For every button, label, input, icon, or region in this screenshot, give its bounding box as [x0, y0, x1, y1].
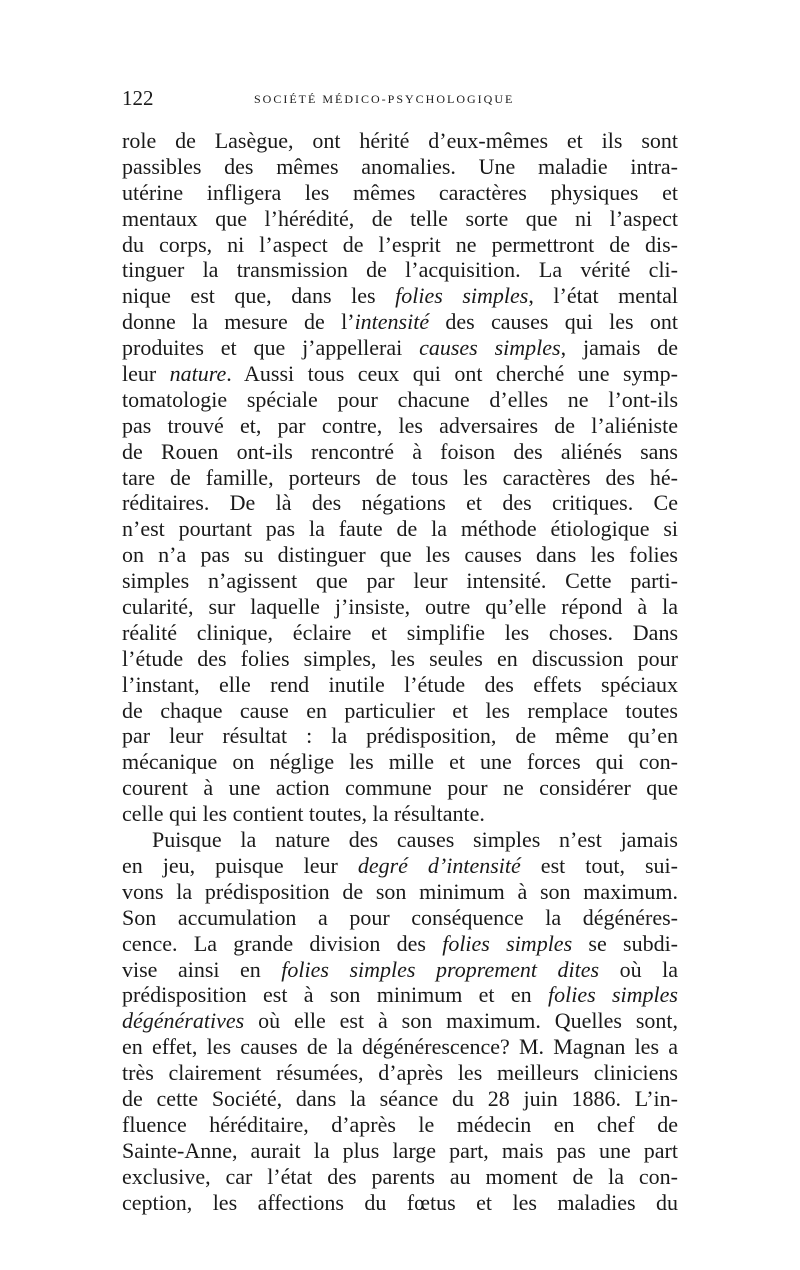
text-line — [122, 905, 678, 931]
text-segment: nique est que, dans les — [122, 283, 396, 309]
text-line — [122, 387, 678, 413]
text-line — [122, 1112, 678, 1138]
text-segment: , jamais de — [560, 335, 679, 361]
text-segment: simples n’agissent que par leur intensité. Cette parti- — [122, 568, 678, 594]
text-line — [122, 1034, 678, 1060]
italic-segment: folies simples — [395, 283, 529, 309]
text-line — [122, 853, 678, 879]
text-segment: role de Lasègue, ont hérité d’eux-mêmes et ils sont — [122, 128, 678, 153]
text-line — [122, 335, 678, 361]
text-line — [122, 257, 678, 283]
text-segment: passibles des mêmes anomalies. Une maladie intra- — [122, 153, 678, 179]
text-line — [122, 1164, 678, 1190]
text-segment: on n’a pas su distinguer que les causes dans les folies — [122, 542, 678, 568]
page-header — [122, 86, 682, 116]
text-line — [122, 206, 678, 232]
text-segment: très clairement résumées, d’après les meilleurs cliniciens — [122, 1060, 678, 1086]
text-segment: tare de famille, porteurs de tous les caractères des hé- — [122, 464, 678, 490]
text-line — [122, 413, 678, 439]
text-line — [122, 309, 678, 335]
page-number: 122 — [122, 86, 154, 110]
text-segment: de chaque cause en particulier et les remplace toutes — [122, 697, 678, 723]
text-segment: de Rouen ont-ils rencontré à foison des aliénés sans — [122, 438, 678, 464]
text-segment: l’instant, elle rend inutile l’étude des effets spéciaux — [122, 671, 678, 697]
text-segment: utérine infligera les mêmes caractères physiques et — [122, 179, 678, 205]
text-segment: cence. La grande division des — [122, 930, 443, 956]
text-segment: Puisque la nature des causes simples n’est jamais — [152, 827, 678, 853]
italic-segment: folies simples — [442, 930, 573, 956]
text-line — [122, 775, 678, 801]
text-segment: réalité clinique, éclaire et simplifie les choses. Dans — [122, 619, 678, 645]
text-segment: l’étude des folies simples, les seules en discussion pour — [122, 645, 678, 671]
text-line — [122, 283, 678, 309]
text-line — [122, 542, 678, 568]
text-segment: vons la prédisposition de son minimum à son maximum. — [122, 878, 678, 904]
text-segment: pas trouvé et, par contre, les adversaires de l’aliéniste — [122, 412, 678, 438]
text-segment: du corps, ni l’aspect de l’esprit ne permettront de dis- — [122, 231, 678, 257]
text-line — [122, 1008, 678, 1034]
text-segment: , l’état mental — [528, 283, 678, 309]
text-line — [122, 749, 678, 775]
text-segment: où elle est à son maximum. Quelles sont, — [244, 1008, 678, 1034]
text-segment: prédisposition est à son minimum et en — [122, 982, 548, 1008]
text-segment: donne la mesure de l’ — [122, 309, 355, 335]
text-line — [122, 801, 678, 827]
text-segment: en jeu, puisque leur — [122, 852, 358, 878]
italic-segment: degré d’intensité — [357, 852, 521, 878]
italic-segment: folies simples — [547, 982, 678, 1008]
text-line — [122, 827, 678, 853]
text-line — [122, 1060, 678, 1086]
text-segment: de cette Société, dans la séance du 28 juin 1886. L’in- — [122, 1085, 678, 1111]
text-segment: mécanique on néglige les mille et une forces qui con- — [122, 749, 678, 775]
text-line — [122, 1086, 678, 1112]
text-line — [122, 931, 678, 957]
text-line — [122, 439, 678, 465]
text-line — [122, 490, 678, 516]
running-head: SOCIÉTÉ MÉDICO-PSYCHOLOGIQUE — [254, 92, 515, 106]
text-segment: ception, les affections du fœtus et les maladies du — [122, 1189, 678, 1215]
text-line — [122, 646, 678, 672]
text-segment: cularité, sur laquelle j’insiste, outre qu’elle répond à la — [122, 594, 678, 620]
italic-segment: nature — [169, 361, 227, 387]
text-line — [122, 620, 678, 646]
text-line — [122, 1138, 678, 1164]
text-segment: où la — [599, 956, 678, 982]
text-line — [122, 698, 678, 724]
text-segment: est tout, sui- — [520, 852, 678, 878]
text-line — [122, 180, 678, 206]
text-segment: se subdi- — [572, 930, 679, 956]
text-segment: n’est pourtant pas la faute de la méthode étiologique si — [122, 516, 678, 542]
text-segment: celle qui les contient toutes, la résultante. — [122, 801, 485, 827]
text-line — [122, 879, 678, 905]
text-segment: . Aussi tous ceux qui ont cherché une symp- — [226, 361, 678, 387]
text-segment: mentaux que l’hérédité, de telle sorte que ni l’aspect — [122, 205, 678, 231]
text-segment: exclusive, car l’état des parents au moment de la con- — [122, 1163, 678, 1189]
text-segment: réditaires. De là des négations et des critiques. Ce — [122, 490, 678, 516]
text-segment: courent à une action commune pour ne considérer que — [122, 775, 678, 801]
italic-segment: intensité — [354, 309, 430, 335]
text-line — [122, 723, 678, 749]
text-line — [122, 128, 678, 154]
text-segment: par leur résultat : la prédisposition, de même qu’en — [122, 723, 678, 749]
text-line — [122, 957, 678, 983]
text-segment: produites et que j’appellerai — [122, 335, 420, 361]
text-segment: fluence héréditaire, d’après le médecin en chef de — [122, 1111, 678, 1137]
text-line — [122, 982, 678, 1008]
text-line — [122, 568, 678, 594]
text-line — [122, 672, 678, 698]
text-line — [122, 1190, 678, 1216]
text-segment: tomatologie spéciale pour chacune d’elles ne l’ont-ils — [122, 386, 678, 412]
text-line — [122, 516, 678, 542]
text-segment: Son accumulation a pour conséquence la dégénéres- — [122, 904, 678, 930]
text-segment: Sainte-Anne, aurait la plus large part, mais pas une part — [122, 1137, 678, 1163]
body-text — [122, 128, 678, 1215]
text-segment: vise ainsi en — [122, 956, 282, 982]
text-line — [122, 232, 678, 258]
text-segment: en effet, les causes de la dégénérescence? M. Magnan les a — [122, 1034, 678, 1060]
text-line — [122, 361, 678, 387]
text-line — [122, 465, 678, 491]
italic-segment: dégénératives — [122, 1008, 245, 1034]
text-line — [122, 594, 678, 620]
text-segment: tinguer la transmission de l’acquisition. La vérité cli- — [122, 257, 678, 283]
text-segment: leur — [122, 361, 170, 387]
text-line — [122, 154, 678, 180]
italic-segment: folies simples proprement dites — [281, 956, 600, 982]
text-segment: des causes qui les ont — [429, 309, 678, 335]
italic-segment: causes simples — [419, 335, 561, 361]
